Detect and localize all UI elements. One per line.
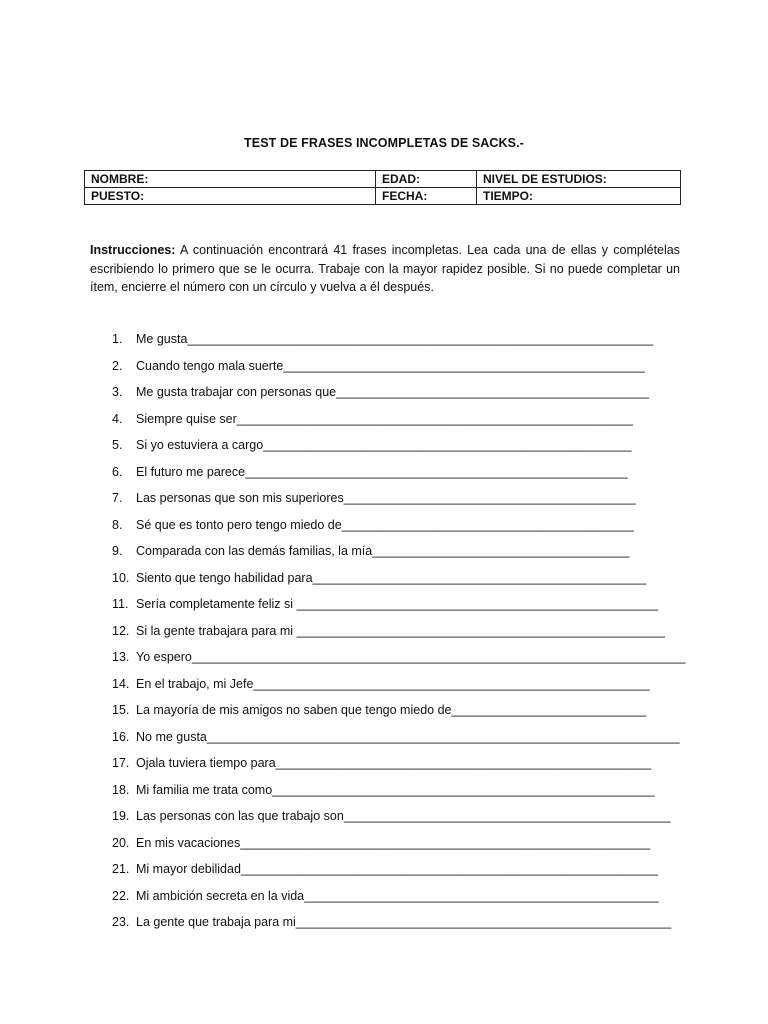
- sentence-text: Las personas que son mis superiores__________________________________________: [136, 491, 636, 505]
- sentence-text: Sé que es tonto pero tengo miedo de__________________________________________: [136, 517, 634, 532]
- sentence-number: 10.: [112, 570, 130, 585]
- sentence-text: No me gusta____________________________________________________________________: [136, 729, 680, 744]
- position-cell: PUESTO:: [85, 188, 376, 205]
- info-table: [84, 170, 681, 205]
- sentence-text: Me gusta___________________________________________________________________: [136, 332, 654, 346]
- sentence-number: 13.: [112, 650, 130, 664]
- instructions-text: A continuación encontrará 41 frases incompletas. Lea cada una de ellas y complételas escribiendo lo primero que se le ocurra. Trabaje con la mayor rapidez posible. Si no puede completar un ítem, encierre el número con un círculo y vuelva a él después.: [90, 243, 680, 294]
- sentence-number: 21.: [112, 862, 130, 876]
- sentence-text: Sería completamente feliz si ____________________________________________________: [136, 597, 658, 611]
- sentence-number: 4.: [112, 411, 123, 426]
- time-cell: TIEMPO:: [477, 188, 681, 205]
- sentence-text: En mis vacaciones___________________________________________________________: [136, 835, 651, 850]
- sentence-text: Mi ambición secreta en la vida___________________________________________________: [136, 888, 659, 903]
- sentence-number: 11.: [112, 597, 129, 611]
- sentence-text: Si la gente trabajara para mi _____________________________________________________: [136, 623, 665, 638]
- info-table-row: [85, 188, 681, 205]
- date-cell: FECHA:: [376, 188, 477, 205]
- sentence-text: La mayoría de mis amigos no saben que tengo miedo de____________________________: [136, 703, 647, 717]
- sentence-number: 3.: [112, 385, 123, 399]
- sentence-text: Las personas con las que trabajo son_______________________________________________: [136, 809, 671, 823]
- sentence-number: 18.: [112, 782, 130, 797]
- sentence-text: Mi mayor debilidad____________________________________________________________: [136, 862, 659, 876]
- education-level-cell: NIVEL DE ESTUDIOS:: [477, 171, 681, 188]
- sentence-text: Mi familia me trata como_______________________________________________________: [136, 782, 655, 797]
- sentence-number: 19.: [112, 809, 130, 823]
- sentence-number: 6.: [112, 464, 123, 479]
- sentence-number: 23.: [112, 915, 130, 929]
- sentence-text: Ojala tuviera tiempo para______________________________________________________: [136, 756, 652, 770]
- sentence-number: 8.: [112, 517, 123, 532]
- document-title: TEST DE FRASES INCOMPLETAS DE SACKS.-: [244, 136, 524, 150]
- sentence-text: En el trabajo, mi Jefe_________________________________________________________: [136, 676, 650, 691]
- sentence-number: 17.: [112, 756, 130, 770]
- sentence-text: La gente que trabaja para mi______________________________________________________: [136, 915, 672, 929]
- sentence-text: Siento que tengo habilidad para________________________________________________: [136, 570, 647, 585]
- sentence-text: El futuro me parece_______________________________________________________: [136, 464, 628, 479]
- sentence-text: Comparada con las demás familias, la mía_____________________________________: [136, 544, 630, 558]
- sentence-number: 22.: [112, 888, 130, 903]
- sentence-number: 5.: [112, 438, 123, 452]
- sentence-number: 16.: [112, 729, 130, 744]
- sentence-text: Me gusta trabajar con personas que_____________________________________________: [136, 385, 649, 399]
- sentence-number: 9.: [112, 544, 123, 558]
- sentence-number: 15.: [112, 703, 130, 717]
- instructions-paragraph: [90, 241, 680, 297]
- sentence-number: 12.: [112, 623, 130, 638]
- sentence-number: 7.: [112, 491, 123, 505]
- sentence-number: 1.: [112, 332, 123, 346]
- name-cell: NOMBRE:: [85, 171, 376, 188]
- sentence-text: Yo espero_______________________________________________________________________: [136, 650, 686, 664]
- sentence-text: Siempre quise ser_________________________________________________________: [136, 411, 633, 426]
- sentence-number: 14.: [112, 676, 130, 691]
- sentence-text: Cuando tengo mala suerte____________________________________________________: [136, 358, 645, 373]
- info-table-row: [85, 171, 681, 188]
- sentence-number: 20.: [112, 835, 130, 850]
- age-cell: EDAD:: [376, 171, 477, 188]
- instructions-label: Instrucciones:: [90, 243, 176, 257]
- sentence-text: Si yo estuviera a cargo_____________________________________________________: [136, 438, 632, 452]
- sentence-number: 2.: [112, 358, 123, 373]
